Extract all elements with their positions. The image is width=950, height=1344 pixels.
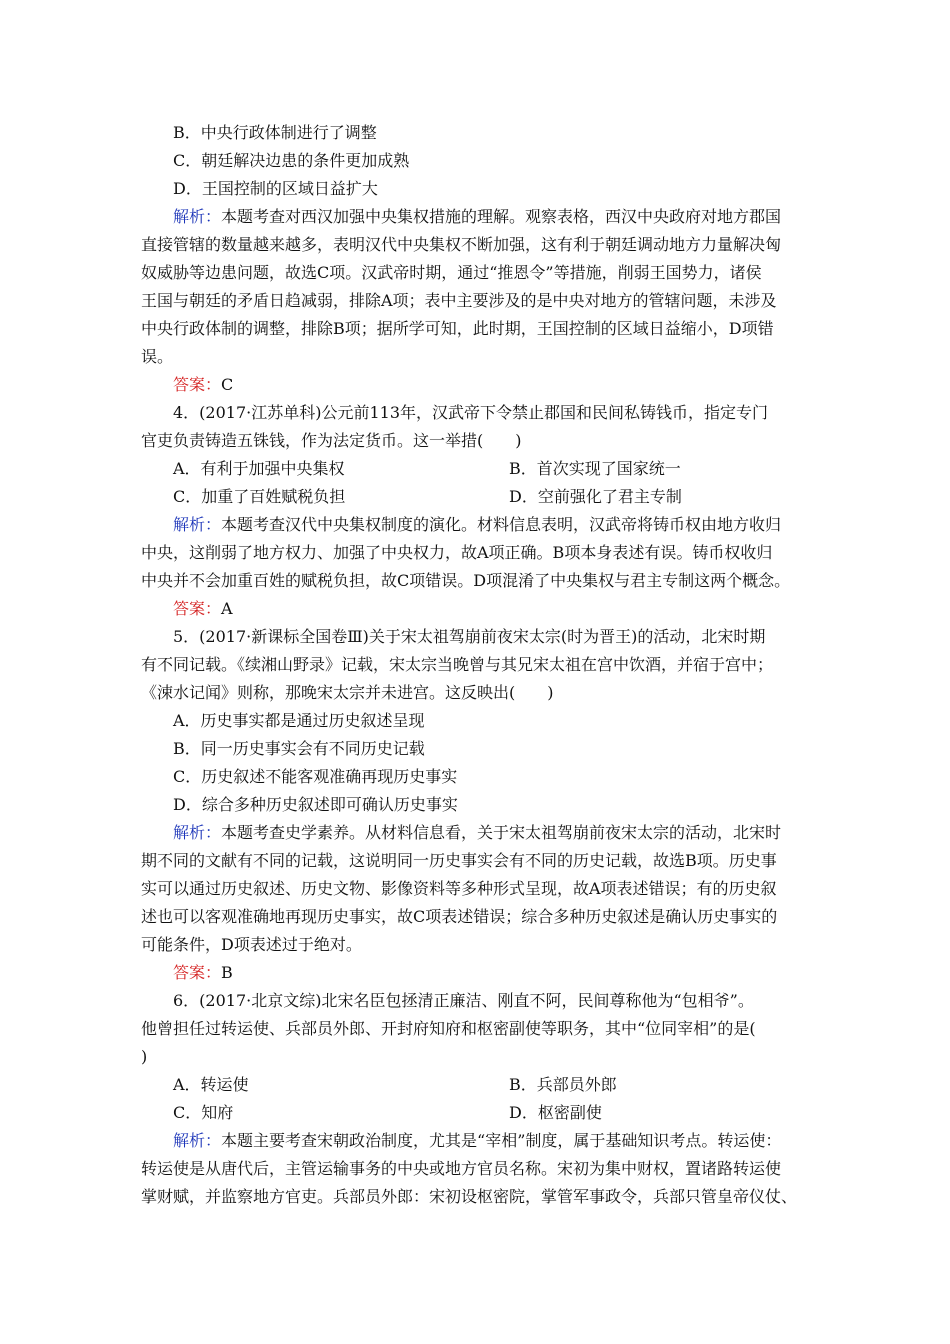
analysis-text: 本题考查汉代中央集权制度的演化。材料信息表明，汉武帝将铸币权由地方收归 — [221, 515, 782, 534]
analysis-text: 本题主要考查宋朝政治制度，尤其是“宰相”制度，属于基础知识考点。转运使： — [221, 1131, 782, 1150]
q5-stem-line-1: 5．(2017·新课标全国卷Ⅲ)关于宋太祖驾崩前夜宋太宗(时为晋王)的活动，北宋时期 — [173, 627, 766, 646]
q6-stem-line-3: ) — [141, 1047, 148, 1066]
q6-stem-line-1: 6．(2017·北京文综)北宋名臣包拯清正廉洁、刚直不阿，民间尊称他为“包相爷”。 — [173, 991, 754, 1010]
q3-analysis-line-1 — [173, 207, 781, 227]
q4-option-c: C．加重了百姓赋税负担 — [173, 487, 346, 506]
q5-analysis-line-5: 可能条件，D项表述过于绝对。 — [141, 935, 362, 954]
q6-option-a: A．转运使 — [173, 1075, 249, 1094]
q5-option-a: A．历史事实都是通过历史叙述呈现 — [173, 711, 425, 730]
q4-option-d: D．空前强化了君主专制 — [509, 487, 682, 506]
q4-answer — [173, 599, 233, 619]
q5-option-d: D．综合多种历史叙述即可确认历史事实 — [173, 795, 458, 814]
analysis-label: 解析： — [173, 515, 222, 534]
q3-analysis-line-2: 直接管辖的数量越来越多，表明汉代中央集权不断加强，这有利于朝廷调动地方力量解决匈 — [141, 235, 782, 254]
q5-option-b: B．同一历史事实会有不同历史记载 — [173, 739, 425, 758]
q5-stem-line-2: 有不同记载。《续湘山野录》记载，宋太宗当晚曾与其兄宋太祖在宫中饮酒，并宿于宫中； — [141, 655, 774, 674]
q3-option-b: B．中央行政体制进行了调整 — [173, 123, 377, 142]
answer-value: C — [221, 375, 234, 394]
analysis-text: 本题考查对西汉加强中央集权措施的理解。观察表格，西汉中央政府对地方郡国 — [221, 207, 782, 226]
q6-analysis-line-3: 掌财赋，并监察地方官吏。兵部员外郎：宋初设枢密院，掌管军事政令，兵部只管皇帝仪仗、 — [141, 1187, 798, 1206]
q4-option-b: B．首次实现了国家统一 — [509, 459, 681, 478]
q5-stem-line-3: 《涑水记闻》则称，那晚宋太宗并未进宫。这反映出( ) — [141, 683, 554, 702]
q5-analysis-line-1 — [173, 823, 781, 843]
analysis-label: 解析： — [173, 207, 222, 226]
q3-analysis-line-4: 王国与朝廷的矛盾日趋减弱，排除A项；表中主要涉及的是中央对地方的管辖问题，未涉及 — [141, 291, 777, 310]
q6-stem-line-2: 他曾担任过转运使、兵部员外郎、开封府知府和枢密副使等职务，其中“位同宰相”的是( — [141, 1019, 756, 1038]
q3-answer — [173, 375, 233, 395]
answer-value: B — [221, 963, 233, 982]
answer-label: 答案： — [173, 375, 222, 394]
q5-option-c: C．历史叙述不能客观准确再现历史事实 — [173, 767, 458, 786]
analysis-text: 本题考查史学素养。从材料信息看，关于宋太祖驾崩前夜宋太宗的活动，北宋时 — [221, 823, 782, 842]
q3-option-c: C．朝廷解决边患的条件更加成熟 — [173, 151, 410, 170]
q5-analysis-line-3: 实可以通过历史叙述、历史文物、影像资料等多种形式呈现，故A项表述错误；有的历史叙 — [141, 879, 777, 898]
q5-analysis-line-4: 述也可以客观准确地再现历史事实，故C项表述错误；综合多种历史叙述是确认历史事实的 — [141, 907, 778, 926]
q6-analysis-line-2: 转运使是从唐代后，主管运输事务的中央或地方官员名称。宋初为集中财权，置诸路转运使 — [141, 1159, 782, 1178]
analysis-label: 解析： — [173, 1131, 222, 1150]
q3-option-d: D．王国控制的区域日益扩大 — [173, 179, 378, 198]
q4-stem-line-2: 官吏负责铸造五铢钱，作为法定货币。这一举措( ) — [141, 431, 522, 450]
q3-analysis-line-6: 误。 — [141, 347, 174, 366]
q6-option-d: D．枢密副使 — [509, 1103, 602, 1122]
q3-analysis-line-5: 中央行政体制的调整，排除B项；据所学可知，此时期，王国控制的区域日益缩小，D项错 — [141, 319, 774, 338]
analysis-label: 解析： — [173, 823, 222, 842]
q4-analysis-line-3: 中央并不会加重百姓的赋税负担，故C项错误。D项混淆了中央集权与君主专制这两个概念。 — [141, 571, 791, 590]
q4-analysis-line-2: 中央，这削弱了地方权力、加强了中央权力，故A项正确。B项本身表述有误。铸币权收归 — [141, 543, 773, 562]
q3-analysis-line-3: 奴威胁等边患问题，故选C项。汉武帝时期，通过“推恩令”等措施，削弱王国势力，诸侯 — [141, 263, 762, 282]
q6-option-c: C．知府 — [173, 1103, 234, 1122]
q4-analysis-line-1 — [173, 515, 781, 535]
answer-label: 答案： — [173, 599, 222, 618]
q6-analysis-line-1 — [173, 1131, 781, 1151]
q5-analysis-line-2: 期不同的文献有不同的记载，这说明同一历史事实会有不同的历史记载，故选B项。历史事 — [141, 851, 777, 870]
q6-option-b: B．兵部员外郎 — [509, 1075, 617, 1094]
q4-option-a: A．有利于加强中央集权 — [173, 459, 345, 478]
q5-answer — [173, 963, 233, 983]
answer-label: 答案： — [173, 963, 222, 982]
q4-stem-line-1: 4．(2017·江苏单科)公元前113年，汉武帝下令禁止郡国和民间私铸钱币，指定专门 — [173, 403, 769, 422]
answer-value: A — [221, 599, 233, 618]
